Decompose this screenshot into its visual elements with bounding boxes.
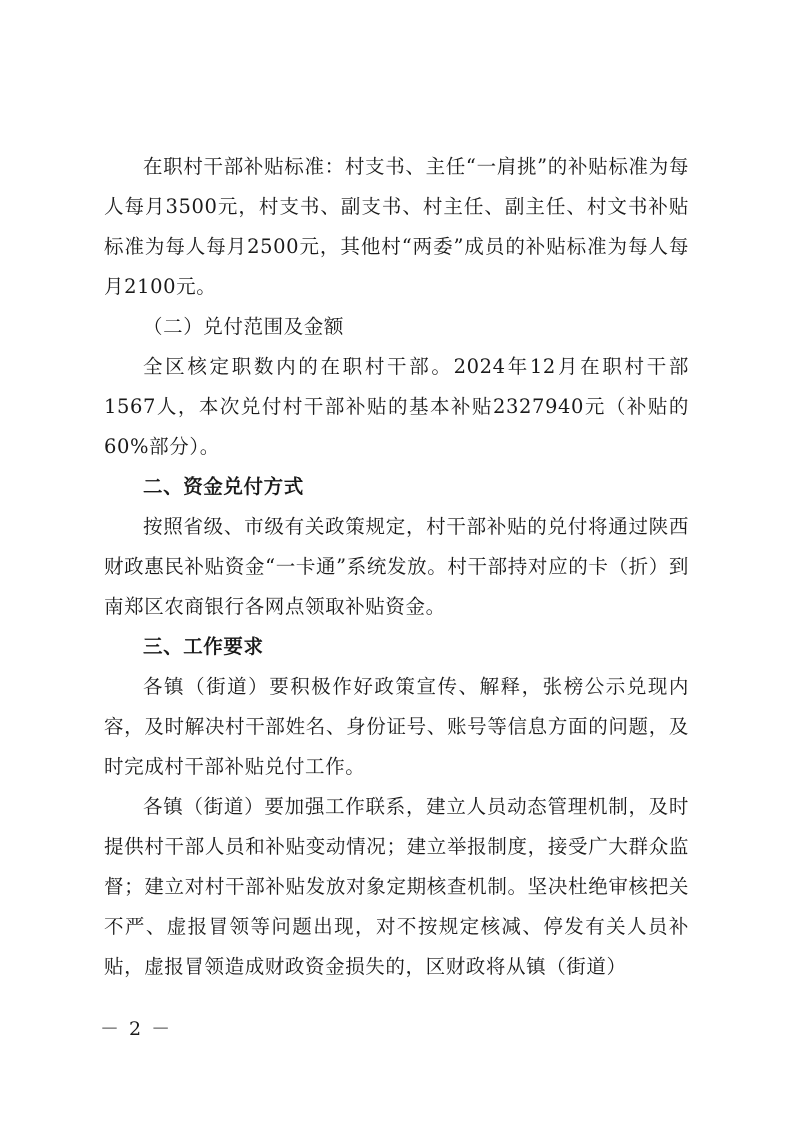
paragraph-scope-amount: 全区核定职数内的在职村干部。2024年12月在职村干部1567人，本次兑付村干部补贴的基本补贴2327940元（补贴的60%部分）。 xyxy=(104,355,689,458)
page-number: － 2 － xyxy=(100,1018,173,1040)
heading-payment-method: 二、资金兑付方式 xyxy=(143,475,304,498)
paragraph-subsidy-standard: 在职村干部补贴标准：村支书、主任“一肩挑”的补贴标准为每人每月3500元，村支书、副支书、村主任、副主任、村文书补贴标准为每人每月2500元，其他村“两委”成员的补贴标准为每人每月2100元。 xyxy=(104,155,689,298)
paragraph-publicity: 各镇（街道）要积极作好政策宣传、解释，张榜公示兑现内容，及时解决村干部姓名、身份证号、账号等信息方面的问题，及时完成村干部补贴兑付工作。 xyxy=(104,675,689,778)
document-body xyxy=(104,147,689,987)
paragraph-payment-method: 按照省级、市级有关政策规定，村干部补贴的兑付将通过陕西财政惠民补贴资金“一卡通”系统发放。村干部持对应的卡（折）到南郑区农商银行各网点领取补贴资金。 xyxy=(104,515,689,618)
heading-work-requirements: 三、工作要求 xyxy=(143,635,264,658)
subheading-scope-amount: （二）兑付范围及金额 xyxy=(143,315,345,338)
paragraph-supervision: 各镇（街道）要加强工作联系，建立人员动态管理机制，及时提供村干部人员和补贴变动情况；建立举报制度，接受广大群众监督；建立对村干部补贴发放对象定期核查机制。坚决杜绝审核把关不严、虚报冒领等问题出现，对不按规定核减、停发有关人员补贴，虚报冒领造成财政资金损失的，区财政将从镇（街道） xyxy=(104,795,689,978)
